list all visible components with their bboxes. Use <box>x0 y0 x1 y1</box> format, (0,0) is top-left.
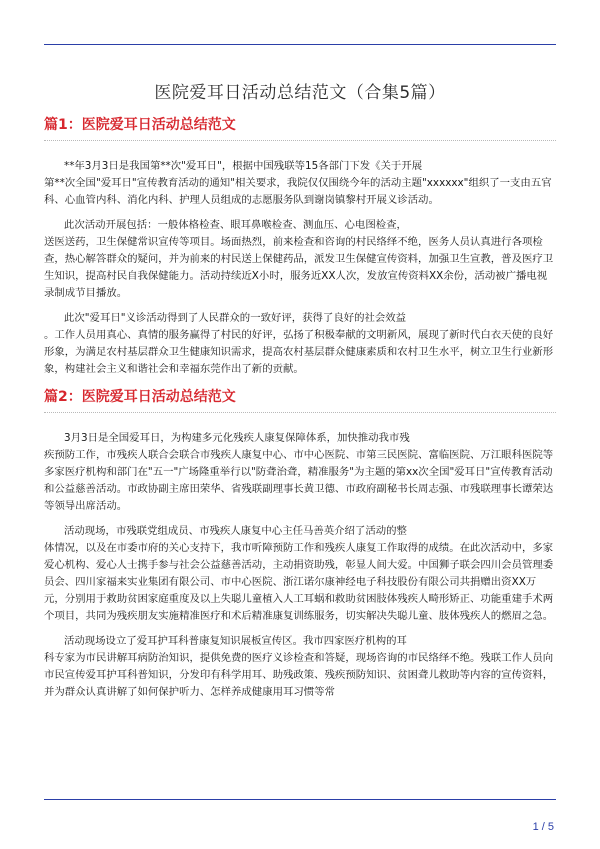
section-1 <box>44 114 556 378</box>
section-heading: 篇1：医院爱耳日活动总结范文 <box>44 114 556 141</box>
section-2 <box>44 386 556 701</box>
page-number: 1 / 5 <box>532 821 554 833</box>
paragraph-body: 科专家为市民讲解耳病防治知识，提供免费的医疗义诊检查和答疑，现场咨询的市民络绎不绝。残联工作人员向市民宣传爱耳护耳科普知识，分发印有科学用耳、助残政策、残疾预防知识、贫困聋儿救助等内容的宣传资料，并为群众认真讲解了如何保护听力、怎样养成健康用耳习惯等常 <box>44 652 554 698</box>
paragraph-first-line: **年3月3日是我国第**次"爱耳日"，根据中国残联等15各部门下发《关于开展 <box>64 160 423 172</box>
paragraph-first-line: 活动现场设立了爱耳护耳科普康复知识展板宣传区。我市四家医疗机构的耳 <box>64 635 407 647</box>
paragraph-body: 体情况，以及在市委市府的关心支持下，我市听障预防工作和残疾人康复工作取得的成绩。在此次活动中，多家爱心机构、爱心人士携手参与社会公益慈善活动，主动捐资助残，彰显人间大爱。中国狮子联会四川会员管理委员会、四川家福来实业集团有限公司、市中心医院、浙江诺尔康神经电子科技股份有限公司共捐赠出资XX万元，分别用于救助贫困家庭重度及以上失聪儿童植入人工耳蜗和救助贫困肢体残疾人畸形矫正、功能重建手术两个项目，共同为残疾朋友实施精准医疗和术后精准康复训练服务，切实解决失聪儿童、肢体残疾人的燃眉之急。 <box>44 542 554 622</box>
section-heading: 篇2：医院爱耳日活动总结范文 <box>44 386 556 413</box>
paragraph <box>44 523 556 625</box>
document-body <box>44 114 556 701</box>
paragraph-body: 。工作人员用真心、真情的服务赢得了村民的好评，弘扬了积极奉献的文明新风，展现了新时代白衣天使的良好形象，为满足农村基层群众卫生健康知识需求，提高农村基层群众健康素质和农村卫生水平，树立卫生行业新形象，构建社会主义和谐社会和幸福东莞作出了新的贡献。 <box>44 329 554 375</box>
footer-rule <box>44 799 556 800</box>
paragraph <box>44 430 556 515</box>
paragraph <box>44 158 556 209</box>
paragraph <box>44 217 556 302</box>
paragraph-body: 第**次全国"爱耳日"宣传教育活动的通知"相关要求，我院仅仅围绕今年的活动主题"xxxxxx"组织了一支由五官科、心血管内科、消化内科、护理人员组成的志愿服务队到谢岗镇黎村开展义诊活动。 <box>44 177 552 206</box>
paragraph-first-line: 3月3日是全国爱耳日，为构建多元化残疾人康复保障体系，加快推动我市残 <box>64 432 410 444</box>
paragraph-body: 疾预防工作，市残疾人联合会联合市残疾人康复中心、市中心医院、市第三民医院、富临医院、万江眼科医院等多家医疗机构和部门在"五一"广场隆重举行以"防聋治聋，精准服务"为主题的第xx次全国"爱耳日"宣传教育活动和公益慈善活动。市政协副主席田荣华、省残联副理事长黄卫德、市政府副秘书长周志强、市残联理事长谭荣达等领导出席活动。 <box>44 449 554 512</box>
header-rule <box>44 44 556 45</box>
paragraph-first-line: 此次"爱耳日"义诊活动得到了人民群众的一致好评，获得了良好的社会效益 <box>64 312 407 324</box>
paragraph-body: 送医送药，卫生保健常识宣传等项目。场面热烈，前来检查和咨询的村民络绎不绝，医务人员认真进行各项检查，热心解答群众的疑问，并为前来的村民送上保健药品，派发卫生保健宣传资料，加强卫生宣教，普及医疗卫生知识，提高村民自我保健能力。活动持续近X小时，服务近XX人次，发放宣传资料XX余份，活动被广播电视录制成节目播放。 <box>44 236 554 299</box>
paragraph-first-line: 此次活动开展包括：一般体格检查、眼耳鼻喉检查、测血压、心电图检查， <box>64 219 407 231</box>
paragraph <box>44 310 556 378</box>
paragraph-first-line: 活动现场，市残联党组成员、市残疾人康复中心主任马善英介绍了活动的整 <box>64 525 407 537</box>
page-title: 医院爱耳日活动总结范文（合集5篇） <box>154 83 446 103</box>
paragraph <box>44 633 556 701</box>
